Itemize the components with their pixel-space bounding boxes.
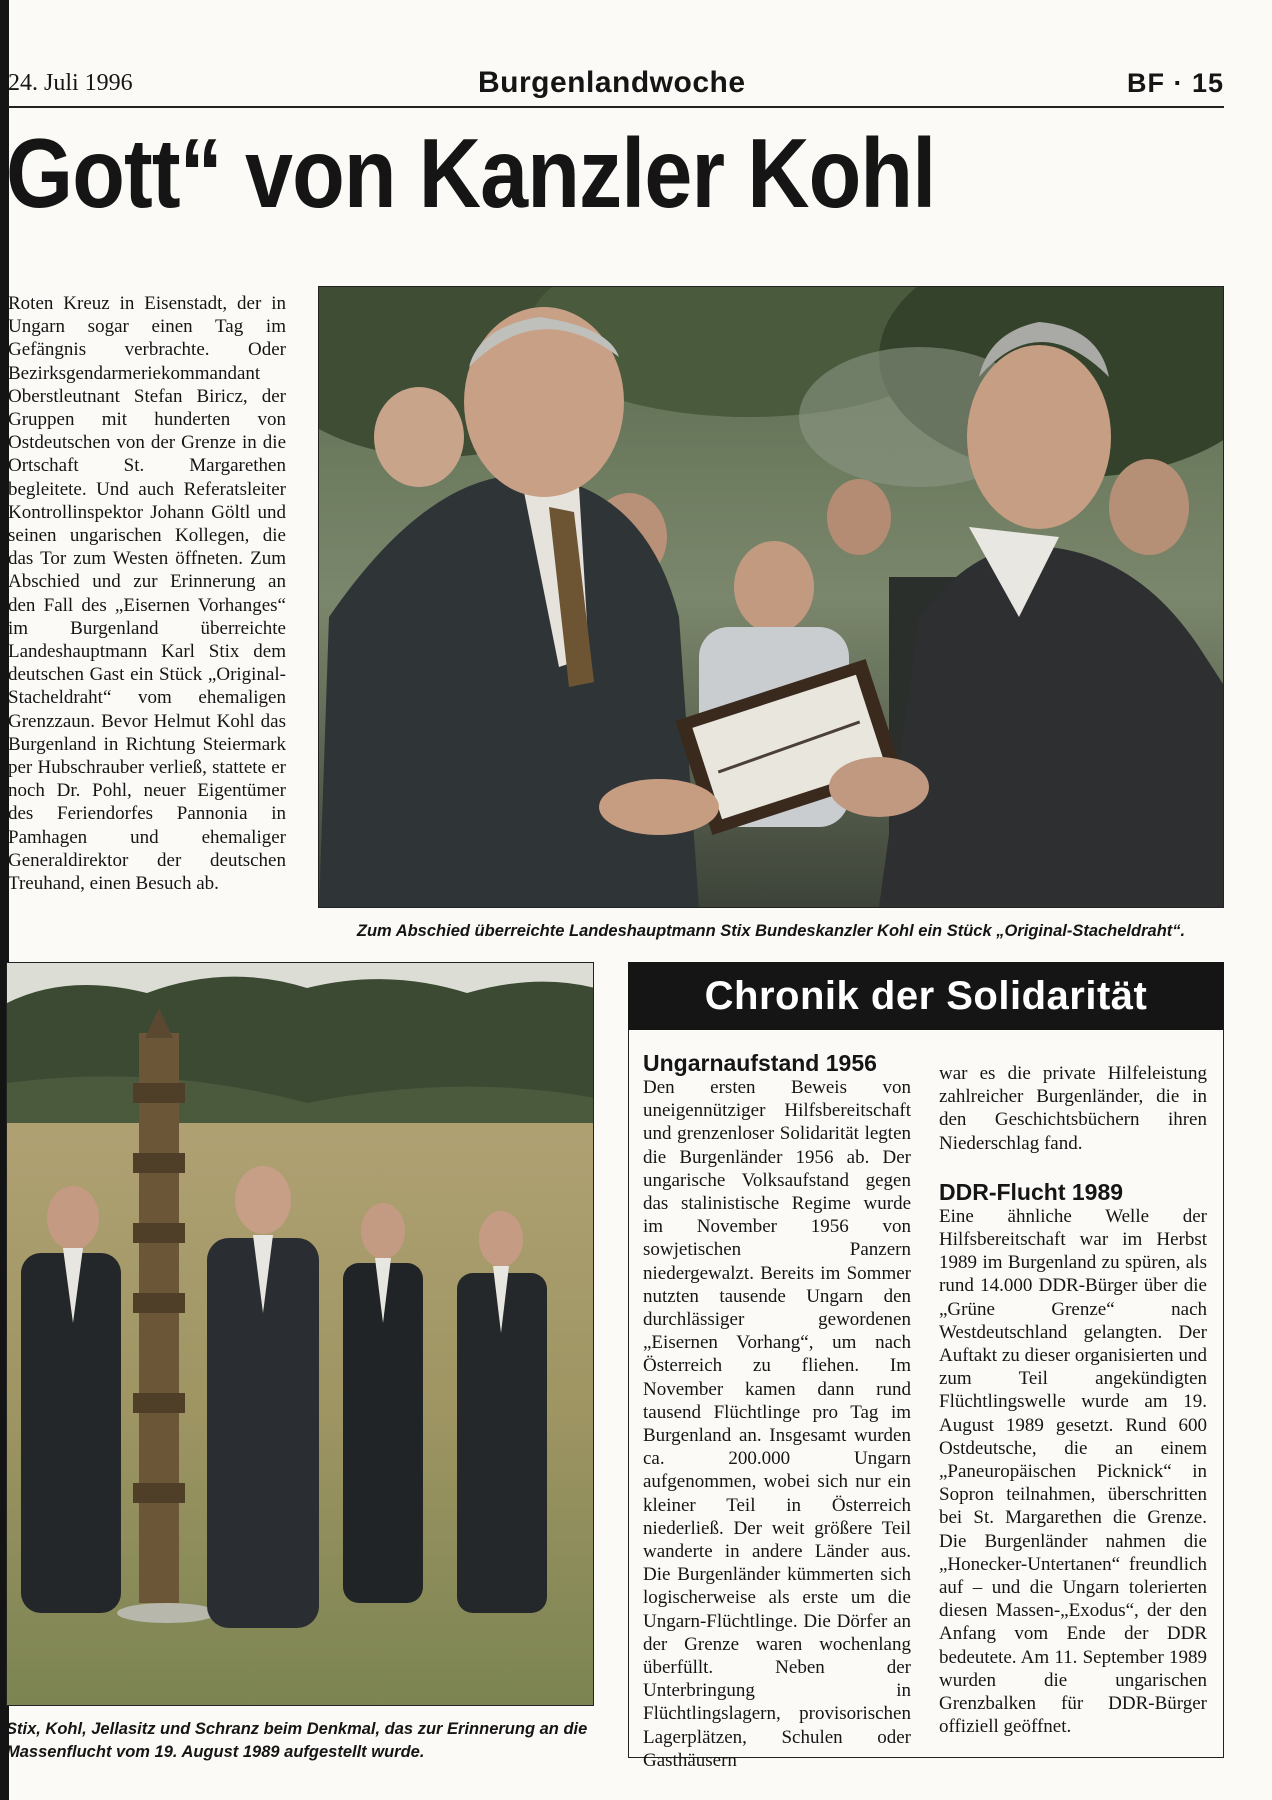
page-number: BF · 15 (1126, 68, 1224, 98)
issue-date: 24. Juli 1996 (8, 70, 133, 96)
article-text: Roten Kreuz in Eisenstadt, der in Ungarn sogar einen Tag im Gefängnis verbrachte. Oder Bezirksgendarmeriekommandant Oberstleutnant Stefan Biricz, der Gruppen mit hunderten von Ostdeutschen von der Grenze in die Ortschaft St. Margarethen begleitete. Und auch Referatsleiter Kontrollinspektor Johann Göltl und seinen ungarischen Kollegen, die das Tor zum Westen öffneten. Zum Abschied und zur Erinnerung an den Fall des „Eisernen Vorhanges“ im Burgenland überreichte Landeshauptmann Karl Stix dem deutschen Gast ein Stück „Original-Stacheldraht“ vom ehemaligen Grenzzaun. Bevor Helmut Kohl das Burgenland in Richtung Steiermark per Hubschrauber verließ, stattete er noch Dr. Pohl, neuer Eigentümer des Feriendorfes Pannonia in Pamhagen und ehemaliger Generaldirektor der deutschen Treuhand, einen Besuch ab. (8, 293, 286, 895)
text-continuation: war es die private Hilfeleistung zahlreicher Burgenländer, die in den Geschichtsbüchern ihren Niederschlag fand. (939, 1063, 1207, 1154)
page-header (8, 64, 1224, 104)
chronik-box (628, 1030, 1224, 1771)
photo-kohl-stix (318, 286, 1224, 908)
photo-top-caption: Zum Abschied überreichte Landeshauptmann Stix Bundeskanzler Kohl ein Stück „Original-Stacheldraht“. (356, 922, 1186, 940)
heading-ddr-flucht: DDR-Flucht 1989 (939, 1178, 1124, 1205)
photo-kohl-stix-image (319, 287, 1224, 908)
photo-bottom-caption: Stix, Kohl, Jellasitz und Schranz beim Denkmal, das zur Erinnerung an die Massenflucht vom 19. August 1989 aufgestellt wurde. (6, 1720, 588, 1761)
photo-memorial-group (6, 962, 594, 1706)
article-column (8, 292, 286, 895)
heading-ungarnaufstand: Ungarnaufstand 1956 (643, 1050, 877, 1076)
chronik-column-2 (939, 1062, 1207, 1738)
text-ungarnaufstand: Den ersten Beweis von uneigennütziger Hilfsbereitschaft und grenzenloser Solidarität legten die Burgenländer 1956 ab. Der ungarische Volksaufstand gegen das stalinistische Regime wurde im November 1956 von sowjetischen Panzern niedergewalzt. Bereits im Sommer nutzten tausende Ungarn den durchlässiger gewordenen „Eisernen Vorhang“, um nach Österreich zu fliehen. Im November kamen dann rund tausend Flüchtlinge pro Tag im Burgenland an. Insgesamt wurden ca. 200.000 Ungarn aufgenommen, wobei sich nur ein kleiner Teil in Österreich niederließ. Der weit größere Teil wanderte in andere Länder aus. Die Burgenländer kümmerten sich logischerweise als erste um die Ungarn-Flüchtlinge. Die Dörfer an der Grenze waren wochenlang überfüllt. Neben der Unterbringung in Flüchtlingslagern, provisorischen Lagerplätzen, Schulen oder Gasthäusern (643, 1077, 911, 1771)
chronik-column-1 (643, 1050, 911, 1772)
header-rule (8, 106, 1224, 108)
text-ddr-flucht: Eine ähnliche Welle der Hilfsbereitschaft war im Herbst 1989 im Burgenland zu spüren, als rund 14.000 DDR-Bürger über die „Grüne Grenze“ nach Westdeutschland gelangten. Der Auftakt zu dieser organisierten und zum Teil angekündigten Flüchtlingswelle wurde am 19. August 1989 gesetzt. Rund 600 Ostdeutsche, die an einem „Paneuropäischen Picknick“ in Sopron teilnahmen, überschritten bei St. Margarethen die Grenze. Die Burgenländer nahmen die „Honecker-Untertanen“ freundlich auf – und die Ungarn tolerierten diesen Massen-„Exodus“, der den Anfang vom Ende der DDR bedeutete. Am 11. September 1989 wurden die ungarischen Grenzbalken für DDR-Bürger offiziell geöffnet. (939, 1205, 1207, 1738)
headline: Gott“ von Kanzler Kohl (6, 118, 936, 228)
photo-memorial-image (7, 963, 594, 1706)
section-title: Burgenlandwoche (478, 66, 746, 99)
chronik-title: Chronik der Solidarität (628, 962, 1224, 1030)
